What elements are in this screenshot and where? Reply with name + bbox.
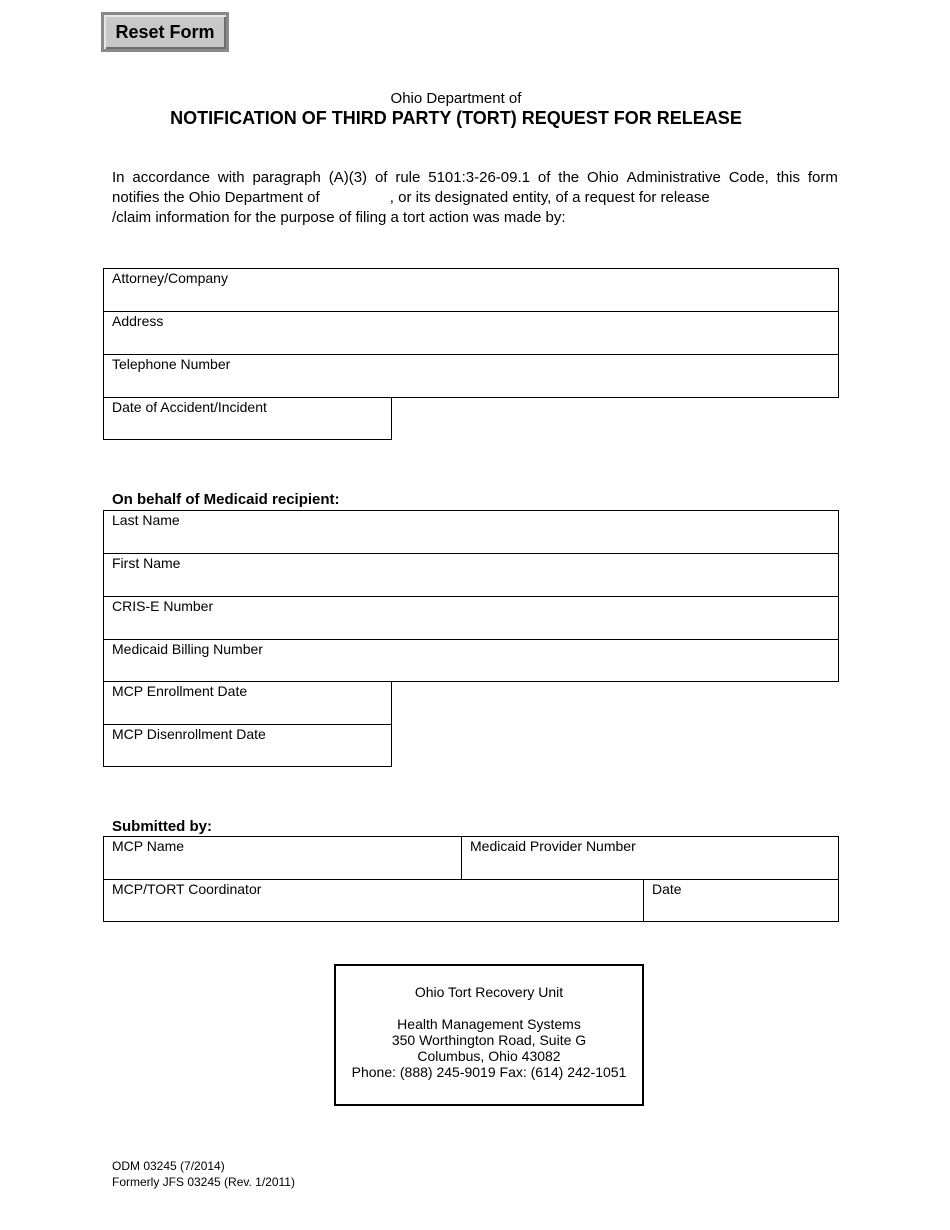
form-id: ODM 03245 (7/2014) xyxy=(112,1159,225,1173)
enrollment-date-field xyxy=(103,681,392,725)
address-field xyxy=(103,311,839,355)
enrollment-date-label: MCP Enrollment Date xyxy=(112,683,248,699)
cris-e-input[interactable] xyxy=(112,617,832,636)
date-input[interactable] xyxy=(652,900,832,918)
intro-line-3: /claim information for the purpose of filing a tort action was made by: xyxy=(112,209,566,226)
mcp-name-label: MCP Name xyxy=(112,838,185,854)
cris-e-field xyxy=(103,596,839,640)
telephone-label: Telephone Number xyxy=(112,356,231,372)
last-name-input[interactable] xyxy=(112,531,832,550)
billing-number-label: Medicaid Billing Number xyxy=(112,641,263,657)
disenrollment-date-input[interactable] xyxy=(112,745,385,763)
last-name-field xyxy=(103,510,839,554)
coordinator-input[interactable] xyxy=(112,900,637,918)
address-org: Ohio Tort Recovery Unit xyxy=(414,984,564,1000)
last-name-label: Last Name xyxy=(112,512,180,528)
department-line: Ohio Department of xyxy=(390,90,522,107)
submitted-heading: Submitted by: xyxy=(112,818,212,835)
address-street: 350 Worthington Road, Suite G xyxy=(391,1032,587,1048)
department-name-input[interactable] xyxy=(324,192,390,208)
attorney-company-label: Attorney/Company xyxy=(112,270,228,286)
attorney-company-input[interactable] xyxy=(112,289,832,308)
accident-date-input[interactable] xyxy=(112,418,385,436)
cris-e-label: CRIS-E Number xyxy=(112,598,214,614)
provider-number-input[interactable] xyxy=(470,857,832,876)
disenrollment-date-field xyxy=(103,724,392,767)
intro-line-1: In accordance with paragraph (A)(3) of rule 5101:3-26-09.1 of the Ohio Administrative Code, this form xyxy=(112,169,838,186)
attorney-company-field xyxy=(103,268,839,312)
mcp-name-field xyxy=(103,836,462,880)
address-label: Address xyxy=(112,313,164,329)
intro-line-2: notifies the Ohio Department of , or its designated entity, of a request for release xyxy=(112,188,838,209)
address-company: Health Management Systems xyxy=(397,1016,581,1032)
first-name-field xyxy=(103,553,839,597)
telephone-field xyxy=(103,354,839,398)
date-label: Date xyxy=(652,881,682,897)
address-contact: Phone: (888) 245-9019 Fax: (614) 242-1051 xyxy=(351,1064,627,1080)
provider-number-field xyxy=(461,836,839,880)
billing-number-field xyxy=(103,639,839,682)
disenrollment-date-label: MCP Disenrollment Date xyxy=(112,726,266,742)
accident-date-label: Date of Accident/Incident xyxy=(112,399,267,415)
billing-number-input[interactable] xyxy=(112,660,832,678)
page-title: NOTIFICATION OF THIRD PARTY (TORT) REQUEST FOR RELEASE xyxy=(170,108,742,128)
form-formerly: Formerly JFS 03245 (Rev. 1/2011) xyxy=(112,1175,295,1189)
address-city: Columbus, Ohio 43082 xyxy=(417,1048,561,1064)
date-field xyxy=(643,879,839,922)
coordinator-field xyxy=(103,879,644,922)
first-name-input[interactable] xyxy=(112,574,832,593)
form-footer xyxy=(112,1158,295,1190)
recipient-heading: On behalf of Medicaid recipient: xyxy=(112,491,340,508)
coordinator-label: MCP/TORT Coordinator xyxy=(112,881,262,897)
provider-number-label: Medicaid Provider Number xyxy=(470,838,636,854)
address-input[interactable] xyxy=(112,332,832,351)
reset-form-button[interactable]: Reset Form xyxy=(101,12,229,52)
mcp-name-input[interactable] xyxy=(112,857,455,876)
accident-date-field xyxy=(103,397,392,440)
intro-paragraph xyxy=(112,168,838,228)
enrollment-date-input[interactable] xyxy=(112,702,385,721)
first-name-label: First Name xyxy=(112,555,181,571)
mailing-address-box xyxy=(334,964,644,1106)
telephone-input[interactable] xyxy=(112,375,832,394)
